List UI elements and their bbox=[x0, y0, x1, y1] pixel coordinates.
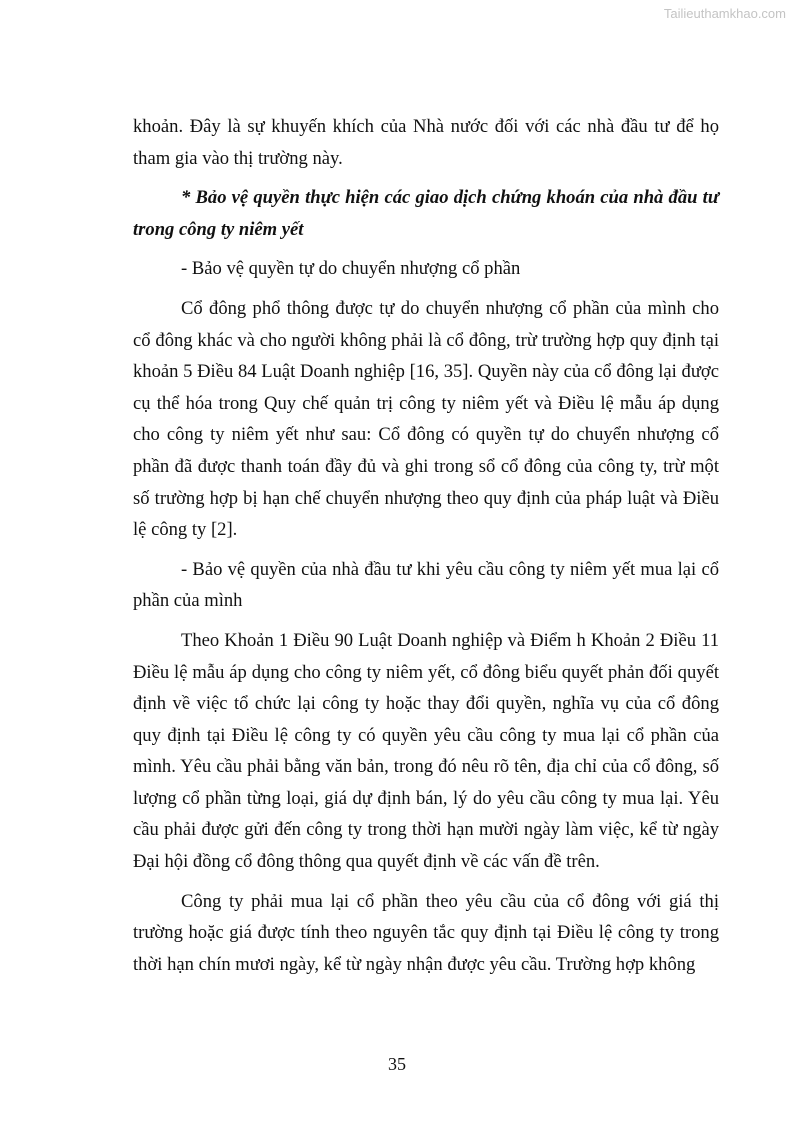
section-heading: * Bảo vệ quyền thực hiện các giao dịch chứng khoán của nhà đầu tư trong công ty niêm yết bbox=[133, 187, 719, 240]
watermark: Tailieuthamkhao.com bbox=[663, 6, 786, 21]
paragraph-intro: khoản. Đây là sự khuyến khích của Nhà nước đối với các nhà đầu tư để họ tham gia vào thị trường này. bbox=[133, 116, 719, 169]
paragraph-buyback-obligation: Công ty phải mua lại cổ phần theo yêu cầu của cổ đông với giá thị trường hoặc giá được tính theo nguyên tắc quy định tại Điều lệ công ty trong thời hạn chín mươi ngày, kể từ ngày nhận được yêu cầu. Trường hợp không bbox=[133, 890, 719, 975]
subheading-buyback: - Bảo vệ quyền của nhà đầu tư khi yêu cầu công ty niêm yết mua lại cổ phần của mình bbox=[133, 558, 719, 612]
paragraph-buyback-request: Theo Khoản 1 Điều 90 Luật Doanh nghiệp và Điểm h Khoản 2 Điều 11 Điều lệ mẫu áp dụng cho công ty niêm yết, cổ đông biểu quyết phản đối quyết định về việc tổ chức lại công ty hoặc thay đổi quyền, nghĩa vụ của cổ đông quy định tại Điều lệ công ty có quyền yêu cầu công ty mua lại cổ phần của mình. Yêu cầu phải bằng văn bản, trong đó nêu rõ tên, địa chỉ của cổ đông, số lượng cổ phần từng loại, giá dự định bán, lý do yêu cầu công ty mua lại. Yêu cầu phải được gửi đến công ty trong thời hạn mười ngày làm việc, kể từ ngày Đại hội đồng cổ đông thông qua quyết định về các vấn đề trên. bbox=[133, 629, 719, 873]
document-body bbox=[133, 111, 719, 988]
subheading-transfer: - Bảo vệ quyền tự do chuyển nhượng cổ phần bbox=[181, 258, 521, 280]
paragraph-transfer: Cổ đông phổ thông được tự do chuyển nhượng cổ phần của mình cho cổ đông khác và cho người không phải là cổ đông, trừ trường hợp quy định tại khoản 5 Điều 84 Luật Doanh nghiệp [16, 35]. Quyền này của cổ đông lại được cụ thể hóa trong Quy chế quản trị công ty niêm yết và Điều lệ mẫu áp dụng cho công ty niêm yết như sau: Cổ đông có quyền tự do chuyển nhượng cổ phần đã được thanh toán đầy đủ và ghi trong sổ cổ đông của công ty, trừ một số trường hợp bị hạn chế chuyển nhượng theo quy định của pháp luật và Điều lệ công ty [2]. bbox=[133, 297, 719, 541]
page-number: 35 bbox=[388, 1054, 406, 1074]
